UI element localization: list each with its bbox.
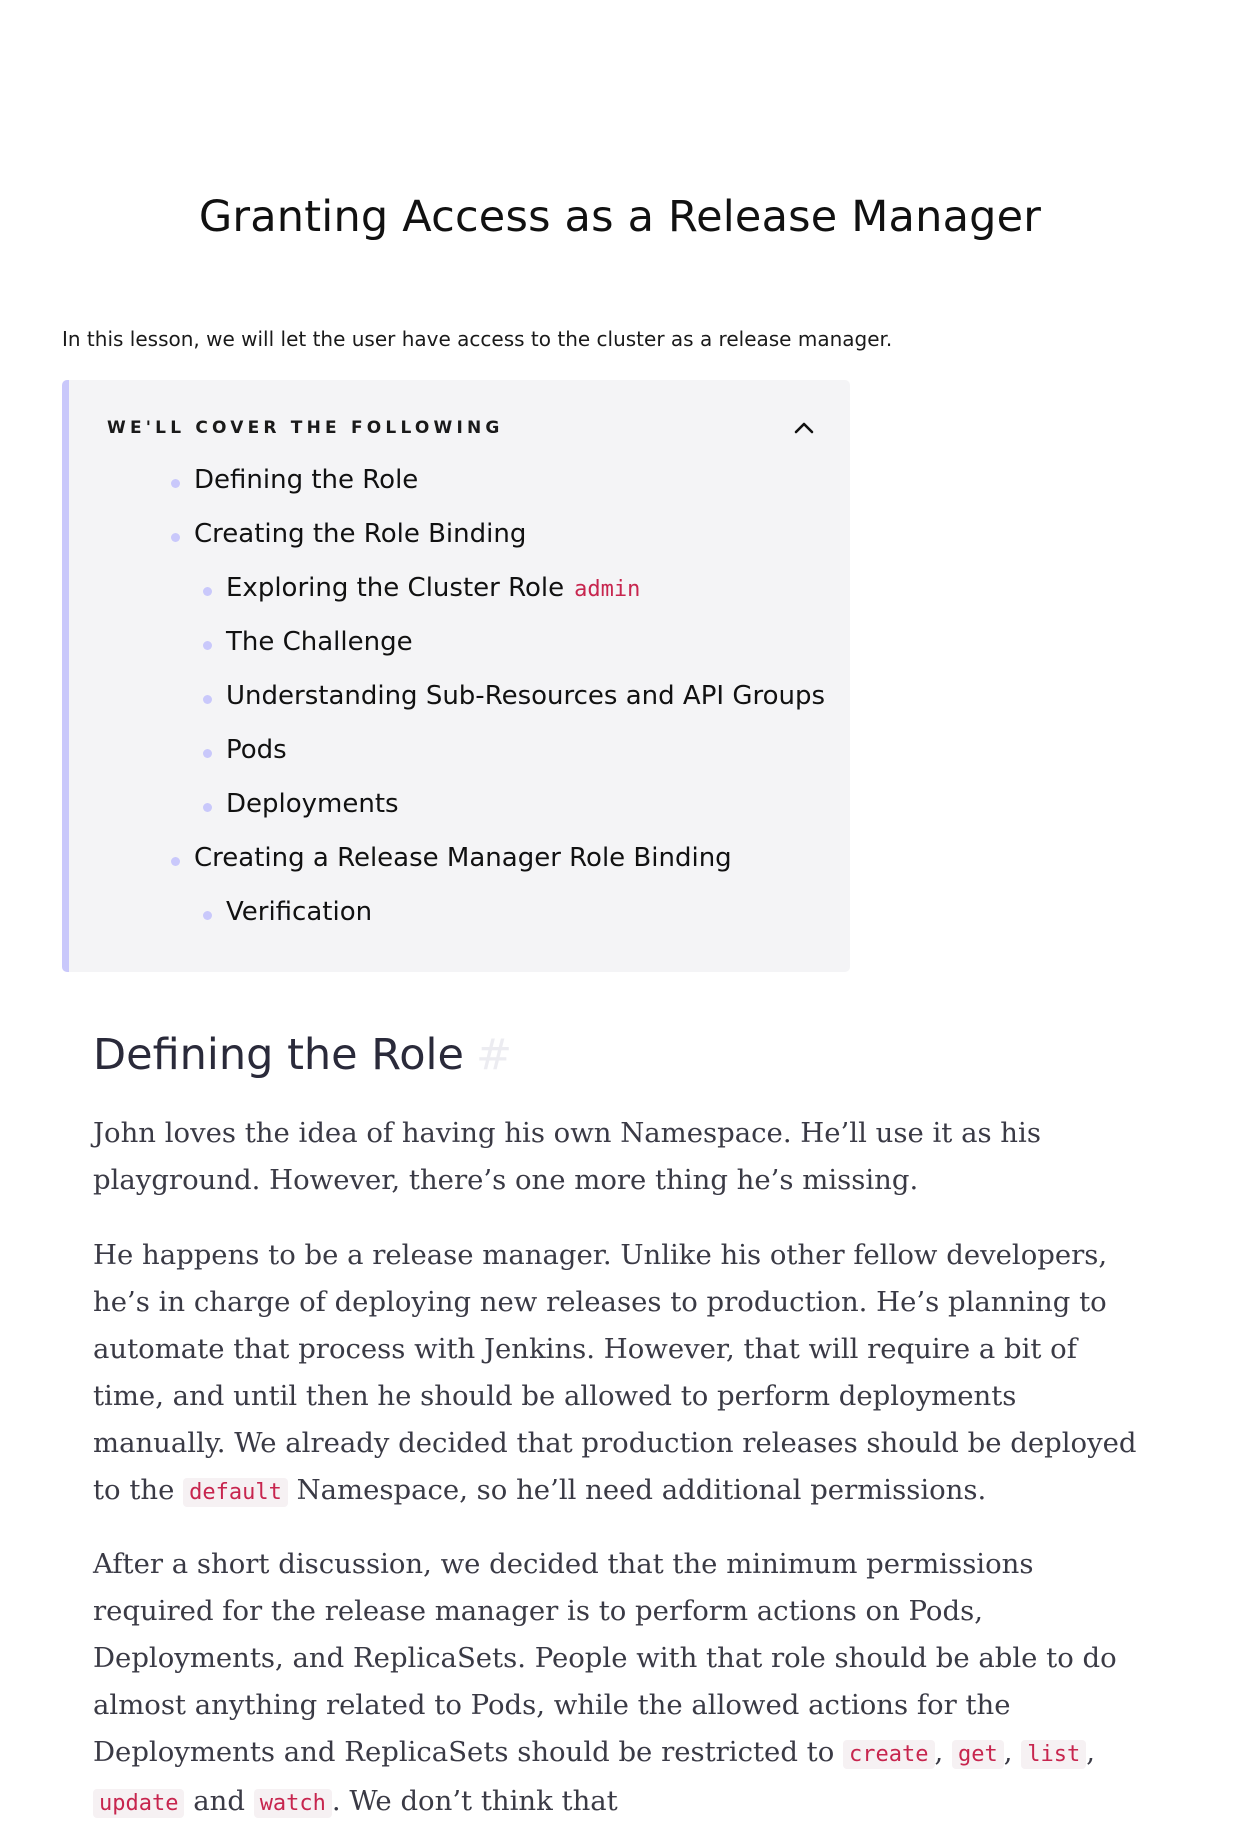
separator-text: , xyxy=(1003,1736,1022,1768)
toc-item-text: Exploring the Cluster Role xyxy=(226,573,565,603)
bullet-icon xyxy=(203,749,212,758)
paragraph xyxy=(93,1232,1153,1516)
toc-item-release-manager-role-binding[interactable] xyxy=(69,843,850,897)
bullet-icon xyxy=(171,533,180,542)
separator-text: and xyxy=(184,1785,254,1817)
bullet-icon xyxy=(171,857,180,866)
toc-item-label: Deployments xyxy=(226,789,399,819)
lesson-intro: In this lesson, we will let the user have access to the cluster as a release manager. xyxy=(62,327,893,351)
toc-item-verification[interactable] xyxy=(69,897,850,951)
toc-item-creating-the-role-binding[interactable] xyxy=(69,519,850,573)
paragraph-text: . We don’t think that xyxy=(331,1785,618,1817)
paragraph: John loves the idea of having his own Namespace. He’ll use it as his playground. However, there’s one more thing he’s missing. xyxy=(93,1117,1041,1196)
toc-item-pods[interactable] xyxy=(69,735,850,789)
inline-code: create xyxy=(843,1740,934,1769)
paragraph-text: He happens to be a release manager. Unlike his other fellow developers, he’s in charge of deploying new releases to production. He’s planning to automate that process with Jenkins. However, that will require a bit of time, and until then he should be allowed to perform deployments manually. We already decided that production releases should be deployed to the xyxy=(93,1239,1137,1506)
toc-item-label: Creating the Role Binding xyxy=(194,519,527,549)
inline-code: get xyxy=(952,1740,1004,1769)
section-heading-text: Defining the Role xyxy=(93,1030,464,1080)
table-of-contents xyxy=(62,380,850,972)
bullet-icon xyxy=(203,803,212,812)
separator-text: , xyxy=(1086,1736,1095,1768)
paragraph xyxy=(93,1541,1153,1827)
anchor-link[interactable]: # xyxy=(475,1030,512,1080)
paragraph-text: Namespace, so he’ll need additional permissions. xyxy=(287,1474,987,1506)
bullet-icon xyxy=(203,911,212,920)
bullet-icon xyxy=(171,479,180,488)
bullet-icon xyxy=(203,587,212,596)
toc-item-label: Understanding Sub-Resources and API Groups xyxy=(226,681,826,711)
toc-item-label: Defining the Role xyxy=(194,465,419,495)
section-heading xyxy=(93,1030,512,1080)
toc-item-exploring-cluster-role[interactable] xyxy=(69,573,850,627)
toc-list xyxy=(69,465,850,951)
inline-code: list xyxy=(1021,1740,1086,1769)
toc-item-label: Pods xyxy=(226,735,287,765)
separator-text: , xyxy=(934,1736,952,1768)
inline-code: default xyxy=(183,1478,288,1507)
bullet-icon xyxy=(203,641,212,650)
toc-item-the-challenge[interactable] xyxy=(69,627,850,681)
toc-item-label xyxy=(226,573,640,603)
inline-code: admin xyxy=(574,577,641,602)
toc-item-label: The Challenge xyxy=(226,627,413,657)
inline-code: update xyxy=(93,1789,184,1818)
toc-item-label: Verification xyxy=(226,897,373,927)
toc-item-sub-resources[interactable] xyxy=(69,681,850,735)
bullet-icon xyxy=(203,695,212,704)
chevron-up-icon[interactable] xyxy=(792,416,816,440)
paragraph-text: After a short discussion, we decided that the minimum permissions required for the release manager is to perform actions on Pods, Deployments, and ReplicaSets. People with that role should be able to do almost anything related to Pods, while the allowed actions for the Deployments and ReplicaSets should be restricted to xyxy=(93,1548,1117,1768)
inline-code: watch xyxy=(254,1789,332,1818)
toc-item-defining-the-role[interactable] xyxy=(69,465,850,519)
page-title: Granting Access as a Release Manager xyxy=(198,192,1042,242)
toc-item-deployments[interactable] xyxy=(69,789,850,843)
toc-item-label: Creating a Release Manager Role Binding xyxy=(194,843,732,873)
toc-heading: WE'LL COVER THE FOLLOWING xyxy=(107,418,504,438)
